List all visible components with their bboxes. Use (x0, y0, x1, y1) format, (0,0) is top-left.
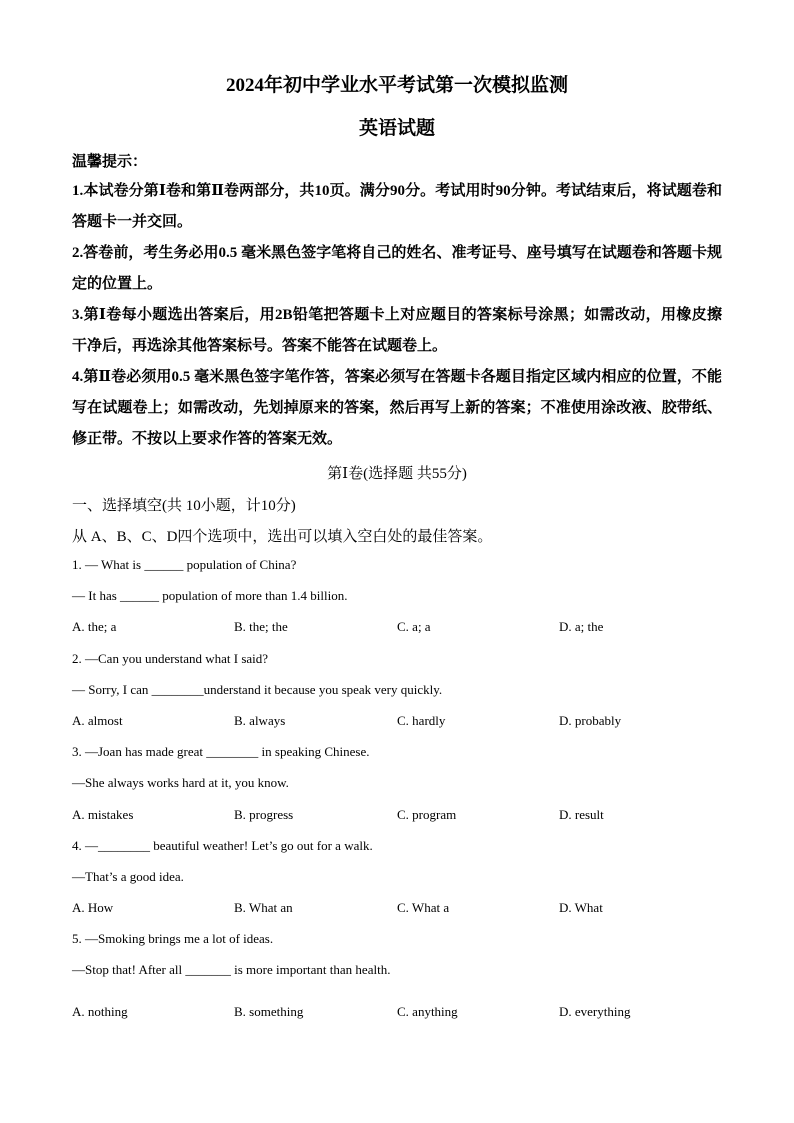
notice-item-1: 1.本试卷分第Ⅰ卷和第Ⅱ卷两部分，共10页。满分90分。考试用时90分钟。考试结束后，将试题卷和答题卡一并交回。 (72, 183, 722, 230)
question-4-options (72, 900, 722, 918)
question-3-options (72, 807, 722, 825)
notice-item-2: 2.答卷前，考生务必用0.5 毫米黑色签字笔将自己的姓名、准考证号、座号填写在试题卷和答题卡规定的位置上。 (72, 245, 722, 292)
question-4-response: —That’s a good idea. (72, 869, 184, 884)
option-d: D. everything (559, 1004, 631, 1019)
option-b: B. something (234, 1004, 304, 1019)
exam-title: 2024年初中学业水平考试第一次模拟监测 (225, 75, 568, 96)
notice-item-3: 3.第Ⅰ卷每小题选出答案后，用2B铅笔把答题卡上对应题目的答案标号涂黑；如需改动，用橡皮擦干净后，再选涂其他答案标号。答案不能答在试题卷上。 (72, 307, 722, 354)
option-c: C. anything (397, 1004, 458, 1019)
option-d: D. probably (559, 713, 622, 728)
notice-heading: 温馨提示： (72, 154, 148, 170)
option-d: D. a; the (559, 619, 604, 634)
option-c: C. hardly (397, 713, 446, 728)
question-3-prompt: 3. —Joan has made great ________ in speaking Chinese. (72, 744, 370, 759)
exam-subtitle: 英语试题 (358, 118, 435, 139)
option-a: A. nothing (72, 1004, 128, 1019)
question-2-options (72, 713, 722, 731)
option-d: D. What (559, 900, 603, 915)
option-b: B. What an (234, 900, 293, 915)
option-c: C. program (397, 807, 457, 822)
option-c: C. What a (397, 900, 450, 915)
option-c: C. a; a (397, 619, 431, 634)
question-5-response: —Stop that! After all _______ is more important than health. (72, 962, 391, 977)
question-1-options (72, 619, 722, 637)
section-title: 一、选择填空(共 10小题，计10分) (72, 498, 296, 514)
question-2-response: — Sorry, I can ________understand it because you speak very quickly. (72, 682, 443, 697)
question-1-prompt: 1. — What is ______ population of China? (72, 557, 297, 572)
option-d: D. result (559, 807, 604, 822)
question-1-response: — It has ______ population of more than 1.4 billion. (72, 588, 348, 603)
part1-title: 第Ⅰ卷(选择题 共55分) (327, 466, 467, 482)
option-b: B. always (234, 713, 286, 728)
option-b: B. the; the (234, 619, 288, 634)
option-b: B. progress (234, 807, 294, 822)
question-5-prompt: 5. —Smoking brings me a lot of ideas. (72, 931, 274, 946)
question-4-prompt: 4. —________ beautiful weather! Let’s go out for a walk. (72, 838, 373, 853)
option-a: A. the; a (72, 619, 117, 634)
option-a: A. almost (72, 713, 123, 728)
notice-item-4: 4.第Ⅱ卷必须用0.5 毫米黑色签字笔作答，答案必须写在答题卡各题目指定区域内相应的位置，不能写在试题卷上；如需改动，先划掉原来的答案，然后再写上新的答案；不准使用涂改液、胶带纸、修正带。不按以上要求作答的答案无效。 (72, 369, 722, 447)
option-a: A. mistakes (72, 807, 134, 822)
option-a: A. How (72, 900, 114, 915)
section-instruction: 从 A、B、C、D四个选项中，选出可以填入空白处的最佳答案。 (72, 529, 493, 545)
question-3-response: —She always works hard at it, you know. (72, 775, 289, 790)
question-2-prompt: 2. —Can you understand what I said? (72, 651, 269, 666)
question-5-options (72, 1004, 722, 1022)
